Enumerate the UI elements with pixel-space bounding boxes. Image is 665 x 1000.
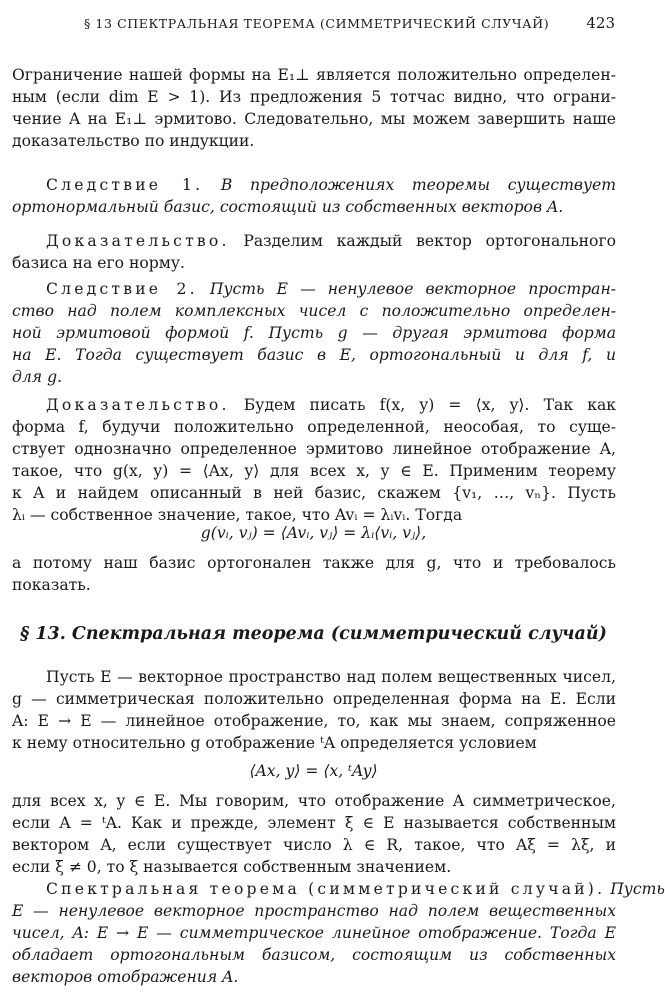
corollary-text: ство над полем комплексных чисел с положительно определен-	[12, 302, 616, 320]
section-heading: § 13. Спектральная теорема (симметрический случай)	[20, 624, 607, 644]
text-line: если A = ᵗA. Как и прежде, элемент ξ ∈ E называется собственным	[12, 814, 616, 832]
paragraph-section-intro	[12, 666, 616, 754]
corollary-text: на E. Тогда существует базис в E, ортогональный и для f, и	[12, 346, 616, 364]
theorem-label: Спектральная теорема (симметрический случай).	[46, 880, 606, 898]
proof-text: Разделим каждый вектор ортогонального	[229, 232, 616, 250]
text-line: показать.	[12, 576, 91, 594]
corollary-text: ортонормальный базис, состоящий из собственных векторов A.	[12, 198, 564, 216]
paragraph-induction	[12, 64, 616, 152]
text-line: A: E → E — линейное отображение, то, как мы знаем, сопряженное	[12, 712, 616, 730]
header-title: § 13 СПЕКТРАЛЬНАЯ ТЕОРЕМА (СИММЕТРИЧЕСКИЙ СЛУЧАЙ)	[84, 16, 550, 31]
corollary-text: Пусть E — ненулевое векторное простран-	[197, 280, 616, 298]
proof-text: такое, что g(x, y) = ⟨Ax, y⟩ для всех x, y ∈ E. Применим теорему	[12, 462, 616, 480]
theorem-text: Пусть	[605, 880, 665, 898]
running-header	[0, 14, 627, 36]
corollary-1	[12, 174, 616, 218]
corollary-text: ной эрмитовой формой f. Пусть g — другая эрмитова форма	[12, 324, 616, 342]
formula-eigen: g(vᵢ, vⱼ) = ⟨Avᵢ, vⱼ⟩ = λᵢ⟨vᵢ, vⱼ⟩,	[200, 524, 427, 542]
proof-text: к A и найдем описанный в ней базис, скажем {v₁, …, vₙ}. Пусть	[12, 484, 616, 502]
proof-label: Доказательство.	[46, 232, 230, 250]
proof-text: Будем писать f(x, y) = ⟨x, y⟩. Так как	[229, 396, 616, 414]
proof-text: λᵢ — собственное значение, такое, что Avᵢ = λᵢvᵢ. Тогда	[12, 506, 463, 524]
proof-1	[12, 230, 616, 274]
theorem-text: чисел, A: E → E — симметрическое линейное отображение. Тогда E	[12, 924, 616, 942]
text-line: Пусть E — векторное пространство над полем вещественных чисел,	[46, 668, 616, 686]
corollary-2	[12, 278, 616, 388]
proof-text: базиса на его норму.	[12, 254, 185, 272]
proof-label: Доказательство.	[46, 396, 230, 414]
text-line: ным (если dim E > 1). Из предложения 5 тотчас видно, что ограни-	[12, 88, 616, 106]
spectral-theorem	[12, 878, 665, 988]
proof-2	[12, 394, 616, 526]
theorem-text: E — ненулевое векторное пространство над полем вещественных	[12, 902, 616, 920]
corollary-label: Следствие 2.	[46, 280, 198, 298]
theorem-text: обладает ортогональным базисом, состоящим из собственных	[12, 946, 616, 964]
proof-text: ствует однозначно определенное эрмитово линейное отображение A,	[12, 440, 616, 458]
text-line: g — симметрическая положительно определенная форма на E. Если	[12, 690, 616, 708]
text-line: Ограничение нашей формы на E₁⊥ является положительно определен-	[12, 66, 616, 84]
text-line: доказательство по индукции.	[12, 132, 255, 150]
paragraph-symmetric-def	[12, 790, 616, 878]
text-line: чение A на E₁⊥ эрмитово. Следовательно, мы можем завершить наше	[12, 110, 616, 128]
page-number: 423	[586, 14, 615, 32]
proof-text: форма f, будучи положительно определенной, неособая, то суще-	[12, 418, 616, 436]
text-line: к нему относительно g отображение ᵗA определяется условием	[12, 734, 537, 752]
paragraph-conclusion	[12, 552, 616, 596]
corollary-text: для g.	[12, 368, 63, 386]
text-line: а потому наш базис ортогонален также для g, что и требовалось	[12, 554, 616, 572]
corollary-label: Следствие 1.	[46, 176, 204, 194]
corollary-text: В предположениях теоремы существует	[203, 176, 617, 194]
text-line: вектором A, если существует число λ ∈ R, такое, что Aξ = λξ, и	[12, 836, 616, 854]
formula-adjoint: ⟨Ax, y⟩ = ⟨x, ᵗAy⟩	[249, 762, 378, 780]
text-line: для всех x, y ∈ E. Мы говорим, что отображение A симметрическое,	[12, 792, 616, 810]
text-line: если ξ ≠ 0, то ξ называется собственным значением.	[12, 858, 452, 876]
theorem-text: векторов отображения A.	[12, 968, 239, 986]
